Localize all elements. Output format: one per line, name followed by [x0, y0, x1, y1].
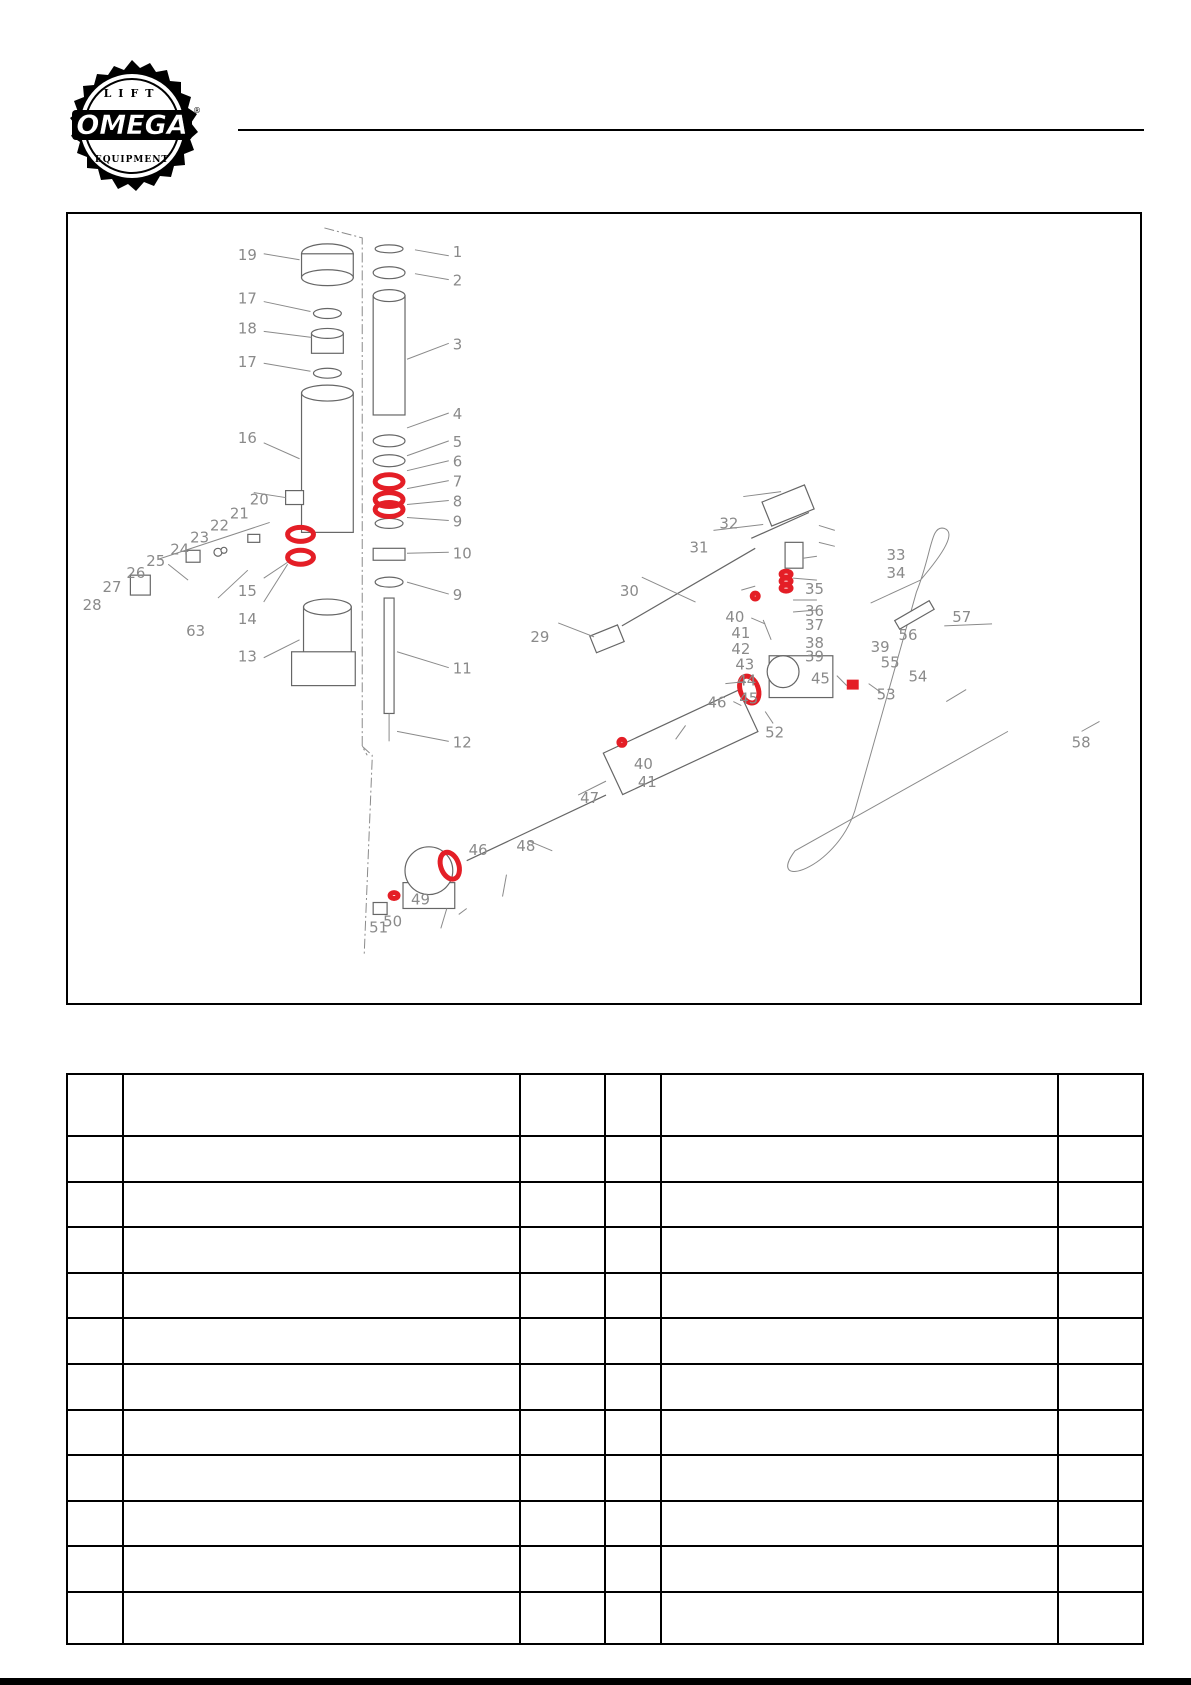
- seal-41: [752, 593, 758, 599]
- table-row: [67, 1273, 1143, 1319]
- seal-7: [375, 475, 403, 489]
- table-cell: [123, 1592, 520, 1644]
- callout-21: 21: [229, 504, 249, 523]
- table-cell: [1058, 1273, 1143, 1319]
- part-3-ram: [373, 296, 405, 415]
- table-cell: [123, 1455, 520, 1501]
- table-cell: [123, 1501, 520, 1547]
- table-row: [67, 1364, 1143, 1410]
- part-17-ring: [313, 309, 341, 319]
- callout-34: 34: [886, 564, 906, 583]
- table-cell: [1058, 1318, 1143, 1364]
- callout-13: 13: [237, 647, 257, 666]
- table-cell: [605, 1501, 661, 1547]
- part-20-port: [286, 491, 304, 505]
- part-23: [221, 547, 227, 553]
- part-35-plunger: [785, 542, 803, 568]
- table-cell: [123, 1273, 520, 1319]
- callout-2: 2: [452, 271, 463, 290]
- table-cell: [661, 1227, 1058, 1273]
- table-cell: [1058, 1227, 1143, 1273]
- table-cell: [123, 1410, 520, 1456]
- callout-63: 63: [186, 621, 206, 640]
- seal-8b: [375, 503, 403, 517]
- table-cell: [123, 1546, 520, 1592]
- table-cell: [123, 1136, 520, 1182]
- table-cell: [67, 1227, 123, 1273]
- part-13-base-top: [304, 599, 352, 615]
- table-cell: [67, 1592, 123, 1644]
- callout-8: 8: [452, 492, 463, 511]
- part-1-snap-ring: [375, 245, 403, 253]
- callout-18: 18: [237, 319, 257, 338]
- table-cell: [1058, 1455, 1143, 1501]
- callout-29: 29: [530, 627, 550, 646]
- header-cell: [67, 1074, 123, 1136]
- callout-55: 55: [880, 653, 900, 672]
- table-cell: [605, 1592, 661, 1644]
- callout-12: 12: [452, 733, 472, 752]
- table-cell: [67, 1546, 123, 1592]
- part-13-base-foot: [292, 652, 356, 686]
- callout-20: 20: [249, 490, 269, 509]
- table-cell: [67, 1364, 123, 1410]
- callout-14: 14: [237, 609, 257, 628]
- callout-45-right: 45: [810, 669, 830, 688]
- callout-4: 4: [452, 404, 463, 423]
- table-header-row: [67, 1074, 1143, 1136]
- table-cell: [1058, 1501, 1143, 1547]
- table-cell: [661, 1182, 1058, 1228]
- table-cell: [605, 1227, 661, 1273]
- table-cell: [661, 1455, 1058, 1501]
- table-cell: [1058, 1182, 1143, 1228]
- part-3-ram-top: [373, 290, 405, 302]
- table-row: [67, 1136, 1143, 1182]
- callout-9: 9: [452, 512, 463, 531]
- part-19-nut-base: [302, 270, 354, 286]
- table-cell: [520, 1136, 605, 1182]
- table-cell: [520, 1273, 605, 1319]
- table-row: [67, 1546, 1143, 1592]
- part-9: [375, 518, 403, 528]
- table-cell: [67, 1273, 123, 1319]
- table-row: [67, 1455, 1143, 1501]
- part-17-ring-lower: [313, 368, 341, 378]
- part-31-socket-block: [762, 485, 814, 526]
- logo-top-text: LIFT: [103, 87, 161, 100]
- header-cell: [520, 1074, 605, 1136]
- callout-52: 52: [765, 723, 785, 742]
- callout-31: 31: [689, 538, 709, 557]
- table-cell: [520, 1546, 605, 1592]
- table-cell: [520, 1455, 605, 1501]
- table-body: [67, 1136, 1143, 1644]
- table-cell: [67, 1410, 123, 1456]
- part-10: [373, 548, 405, 560]
- part-16-cylinder-top: [302, 385, 354, 401]
- callout-46-lower: 46: [468, 840, 488, 859]
- table-cell: [67, 1136, 123, 1182]
- callout-49: 49: [410, 890, 430, 909]
- table-cell: [605, 1273, 661, 1319]
- callout-44: 44: [737, 671, 757, 690]
- callout-10: 10: [452, 544, 472, 563]
- part-29-grip: [590, 625, 624, 653]
- callout-26: 26: [126, 564, 146, 583]
- table-cell: [123, 1182, 520, 1228]
- callout-22: 22: [209, 516, 229, 535]
- parts-list-table: [66, 1073, 1144, 1645]
- callout-58: 58: [1071, 733, 1091, 752]
- callout-9-lower: 9: [452, 586, 463, 605]
- table-cell: [520, 1592, 605, 1644]
- table-cell: [123, 1227, 520, 1273]
- table-cell: [661, 1136, 1058, 1182]
- seal-41-lower: [619, 739, 625, 745]
- table-row: [67, 1227, 1143, 1273]
- callout-17: 17: [237, 289, 257, 308]
- callout-37: 37: [804, 615, 824, 634]
- table-row: [67, 1501, 1143, 1547]
- part-11-spring: [384, 598, 394, 713]
- callout-5: 5: [452, 432, 463, 451]
- callout-7: 7: [452, 472, 463, 491]
- part-16-cylinder: [302, 393, 354, 532]
- callout-50: 50: [383, 912, 403, 931]
- omega-lift-logo: [62, 58, 202, 198]
- callout-labels: [83, 243, 1091, 937]
- table-cell: [605, 1364, 661, 1410]
- callout-15: 15: [237, 582, 257, 601]
- callout-57: 57: [952, 607, 972, 626]
- diagram-canvas: [68, 214, 1140, 1003]
- callout-41-lower: 41: [637, 773, 657, 792]
- callout-39-right: 39: [870, 637, 890, 656]
- table-cell: [605, 1136, 661, 1182]
- table-cell: [1058, 1410, 1143, 1456]
- table-cell: [605, 1182, 661, 1228]
- callout-41: 41: [731, 623, 751, 642]
- table-row: [67, 1592, 1143, 1644]
- callout-30: 30: [619, 582, 639, 601]
- callout-19: 19: [237, 245, 257, 264]
- table-cell: [661, 1273, 1058, 1319]
- part-9-lower: [375, 577, 403, 587]
- table-cell: [123, 1318, 520, 1364]
- table-cell: [661, 1501, 1058, 1547]
- seal-37: [781, 585, 791, 591]
- callout-28: 28: [82, 595, 102, 614]
- table-cell: [661, 1546, 1058, 1592]
- table-cell: [67, 1501, 123, 1547]
- table-row: [67, 1318, 1143, 1364]
- callout-16: 16: [237, 428, 257, 447]
- table-row: [67, 1410, 1143, 1456]
- callout-27: 27: [102, 578, 122, 597]
- callout-51: 51: [369, 918, 389, 937]
- logo-bottom-text: EQUIPMENT: [94, 155, 170, 165]
- table-cell: [661, 1318, 1058, 1364]
- header-rule: [238, 129, 1144, 131]
- pump-handle-assembly: [373, 485, 833, 914]
- table-cell: [661, 1592, 1058, 1644]
- table-cell: [520, 1364, 605, 1410]
- part-2-ring: [373, 267, 405, 279]
- table-cell: [520, 1501, 605, 1547]
- part-22: [248, 534, 260, 542]
- callout-46: 46: [707, 693, 727, 712]
- callout-39: 39: [804, 647, 824, 666]
- table-cell: [605, 1318, 661, 1364]
- seal-55: [847, 680, 859, 690]
- table-cell: [1058, 1546, 1143, 1592]
- callout-38: 38: [804, 633, 824, 652]
- callout-53: 53: [876, 685, 896, 704]
- callout-6: 6: [452, 452, 463, 471]
- header-cell: [605, 1074, 661, 1136]
- seal-50: [390, 893, 398, 899]
- callout-56: 56: [898, 625, 918, 644]
- header-cell: [1058, 1074, 1143, 1136]
- table-cell: [520, 1182, 605, 1228]
- cylinder-assembly: [286, 244, 356, 686]
- callout-54: 54: [908, 667, 928, 686]
- table-cell: [520, 1227, 605, 1273]
- part-53-port: [767, 656, 799, 688]
- callout-43: 43: [735, 655, 755, 674]
- table-cell: [520, 1318, 605, 1364]
- callout-47: 47: [580, 789, 600, 808]
- callout-40: 40: [725, 607, 745, 626]
- table-cell: [123, 1364, 520, 1410]
- part-18-bushing-top: [311, 328, 343, 338]
- callout-17-lower: 17: [237, 353, 257, 372]
- table-cell: [661, 1410, 1058, 1456]
- table-cell: [67, 1182, 123, 1228]
- callout-32: 32: [719, 514, 739, 533]
- logo-brand-text: OMEGA: [76, 110, 188, 141]
- table-cell: [661, 1364, 1058, 1410]
- table-cell: [605, 1410, 661, 1456]
- callout-48: 48: [516, 836, 536, 855]
- seal-14: [288, 550, 314, 564]
- table-cell: [520, 1410, 605, 1456]
- callout-45: 45: [739, 689, 759, 708]
- callout-33: 33: [886, 546, 906, 565]
- callout-24: 24: [170, 540, 190, 559]
- callout-23: 23: [190, 528, 210, 547]
- table-cell: [67, 1318, 123, 1364]
- logo-registered-mark: ®: [193, 106, 201, 115]
- table-cell: [1058, 1364, 1143, 1410]
- table-cell: [605, 1546, 661, 1592]
- callout-25: 25: [146, 552, 166, 571]
- table-cell: [1058, 1592, 1143, 1644]
- table-cell: [605, 1455, 661, 1501]
- table-cell: [67, 1455, 123, 1501]
- callout-1: 1: [452, 242, 463, 261]
- part-5: [373, 455, 405, 467]
- footer-bar: [0, 1678, 1191, 1685]
- callout-36: 36: [804, 601, 824, 620]
- part-4: [373, 435, 405, 447]
- header-cell: [123, 1074, 520, 1136]
- callout-42: 42: [731, 639, 751, 658]
- seal-15: [288, 527, 314, 541]
- callout-3: 3: [452, 335, 463, 354]
- callout-35: 35: [804, 580, 824, 599]
- table-cell: [1058, 1136, 1143, 1182]
- exploded-parts-diagram: [66, 212, 1142, 1005]
- table-row: [67, 1182, 1143, 1228]
- callout-40-lower: 40: [633, 755, 653, 774]
- header-cell: [661, 1074, 1058, 1136]
- callout-11: 11: [452, 659, 472, 678]
